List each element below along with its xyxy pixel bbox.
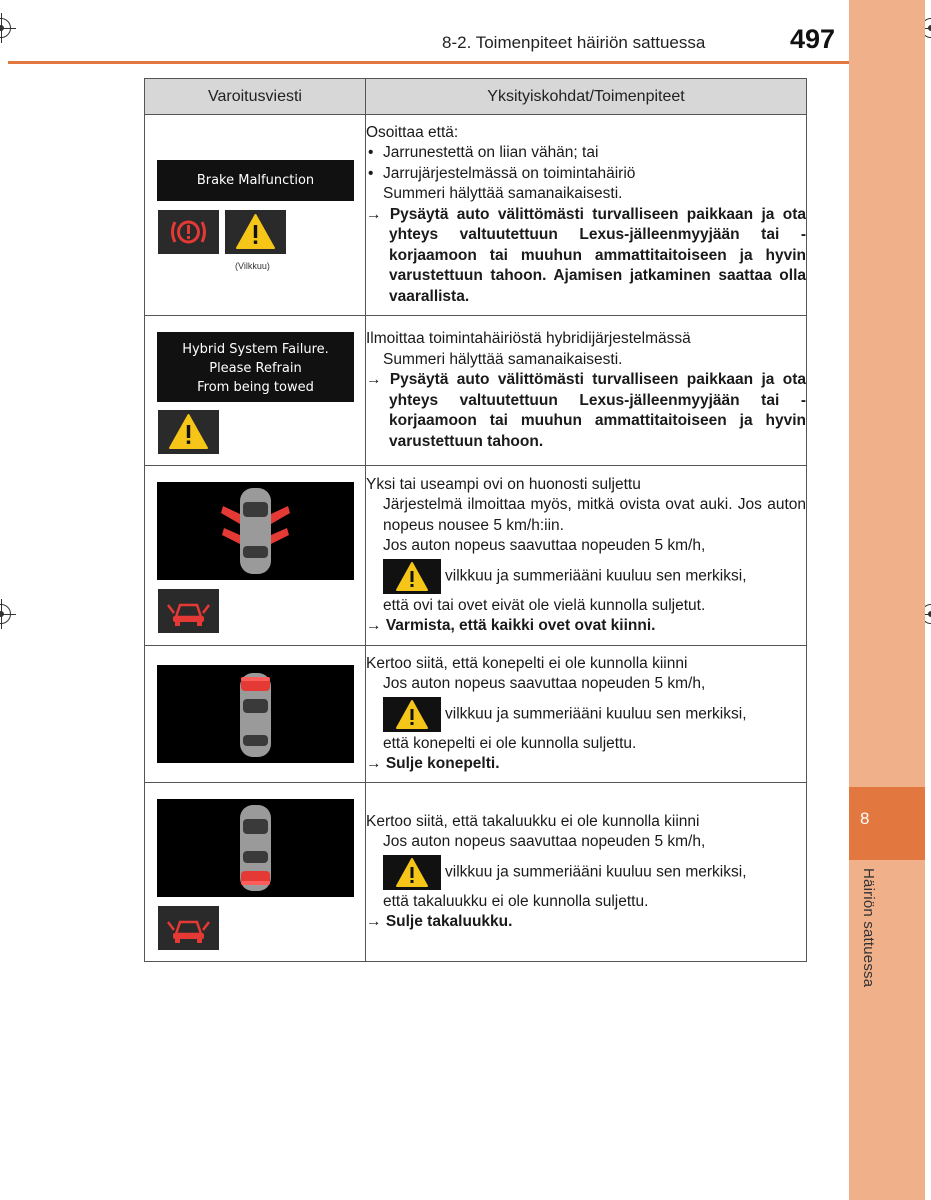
chapter-number: 8	[860, 809, 870, 828]
details-intro: Osoittaa että:	[366, 123, 459, 141]
car-doors-open-icon	[157, 482, 354, 580]
chapter-sidebar	[849, 0, 925, 1200]
action-text: → Varmista, että kaikki ovet ovat kiinni.	[366, 617, 656, 634]
details-paragraph: että ovi tai ovet eivät ole vielä kunnolla suljetut.	[383, 596, 706, 614]
details-paragraph: Järjestelmä ilmoittaa myös, mitkä ovista ovat auki. Jos auton nopeus nousee 5 km/h:iin.	[383, 496, 806, 534]
warning-image-cell	[145, 646, 366, 783]
car-hood-open-icon	[157, 665, 354, 763]
details-paragraph: vilkkuu ja summeriääni kuuluu sen merkiksi,	[366, 557, 806, 596]
brake-malfunction-message: Brake Malfunction	[157, 160, 354, 201]
header-rule	[8, 61, 849, 64]
registration-mark-top-left	[0, 18, 11, 38]
details-intro: Kertoo siitä, että takaluukku ei ole kunnolla kiinni	[366, 812, 700, 830]
action-text: → Pysäytä auto välittömästi turvalliseen paikkaan ja ota yhteys valtuutettuun Lexus-jälleenmyyjään tai -korjaamoon tai muuhun ammattitaitoiseen ja hyvin varustettuun tahoon. Ajamisen jatkaminen saattaa olla vaarallista.	[366, 205, 806, 305]
details-paragraph: vilkkuu ja summeriääni kuuluu sen merkiksi,	[366, 695, 806, 734]
details-intro: Ilmoittaa toimintahäiriöstä hybridijärjestelmässä	[366, 330, 691, 347]
details-note: Summeri hälyttää samanaikaisesti.	[383, 185, 623, 203]
details-paragraph: Jos auton nopeus saavuttaa nopeuden 5 km/h,	[383, 833, 706, 850]
blink-label: (Vilkkuu)	[235, 261, 270, 271]
details-cell	[366, 783, 807, 962]
column-header-details: Yksityiskohdat/Toimenpiteet	[366, 79, 807, 115]
caution-triangle-icon	[225, 210, 286, 254]
details-cell	[366, 316, 807, 466]
details-paragraph: Jos auton nopeus saavuttaa nopeuden 5 km/h,	[383, 537, 706, 554]
details-cell	[366, 466, 807, 646]
warning-image-cell	[145, 783, 366, 962]
table-row	[145, 316, 807, 466]
action-text: → Pysäytä auto välittömästi turvalliseen paikkaan ja ota yhteys valtuutettuun Lexus-jälleenmyyjään tai -korjaamoon tai muuhun ammattitaitoiseen ja hyvin varustettuun tahoon.	[366, 371, 806, 450]
warning-image-cell	[145, 316, 366, 466]
bullet-item: • Jarrujärjestelmässä on toimintahäiriö	[366, 164, 806, 185]
action-text: → Sulje takaluukku.	[366, 913, 513, 930]
caution-triangle-icon	[383, 559, 441, 594]
warning-image-cell	[145, 466, 366, 646]
bullet-item: • Jarrunestettä on liian vähän; tai	[366, 143, 806, 164]
warning-image-cell	[145, 115, 366, 316]
action-text: → Sulje konepelti.	[366, 755, 500, 772]
section-title: 8-2. Toimenpiteet häiriön sattuessa	[442, 33, 706, 52]
table-row	[145, 115, 807, 316]
car-trunk-open-icon	[157, 799, 354, 897]
details-note: Summeri hälyttää samanaikaisesti.	[383, 350, 623, 368]
door-ajar-icon	[158, 589, 219, 633]
details-cell	[366, 115, 807, 316]
details-paragraph: että konepelti ei ole kunnolla suljettu.	[383, 734, 637, 752]
hybrid-failure-message: Hybrid System Failure. Please Refrain From being towed	[157, 332, 354, 402]
column-header-message: Varoitusviesti	[145, 79, 366, 115]
warning-table	[144, 78, 807, 962]
details-paragraph: vilkkuu ja summeriääni kuuluu sen merkiksi,	[366, 853, 806, 892]
chapter-title: Häiriön sattuessa	[860, 868, 877, 988]
table-header-row	[145, 79, 807, 115]
details-paragraph: Jos auton nopeus saavuttaa nopeuden 5 km/h,	[383, 675, 706, 692]
brake-warning-icon	[158, 210, 219, 254]
page-number: 497	[790, 24, 836, 54]
details-cell	[366, 646, 807, 783]
table-row	[145, 646, 807, 783]
details-intro: Yksi tai useampi ovi on huonosti suljettu	[366, 475, 641, 493]
table-row	[145, 783, 807, 962]
chapter-tab	[849, 787, 925, 860]
caution-triangle-icon	[158, 410, 219, 454]
caution-triangle-icon	[383, 855, 441, 890]
door-ajar-icon	[158, 906, 219, 950]
details-paragraph: että takaluukku ei ole kunnolla suljettu.	[383, 892, 649, 910]
caution-triangle-icon	[383, 697, 441, 732]
registration-mark-mid-left	[0, 604, 11, 624]
table-row	[145, 466, 807, 646]
details-intro: Kertoo siitä, että konepelti ei ole kunnolla kiinni	[366, 654, 688, 672]
